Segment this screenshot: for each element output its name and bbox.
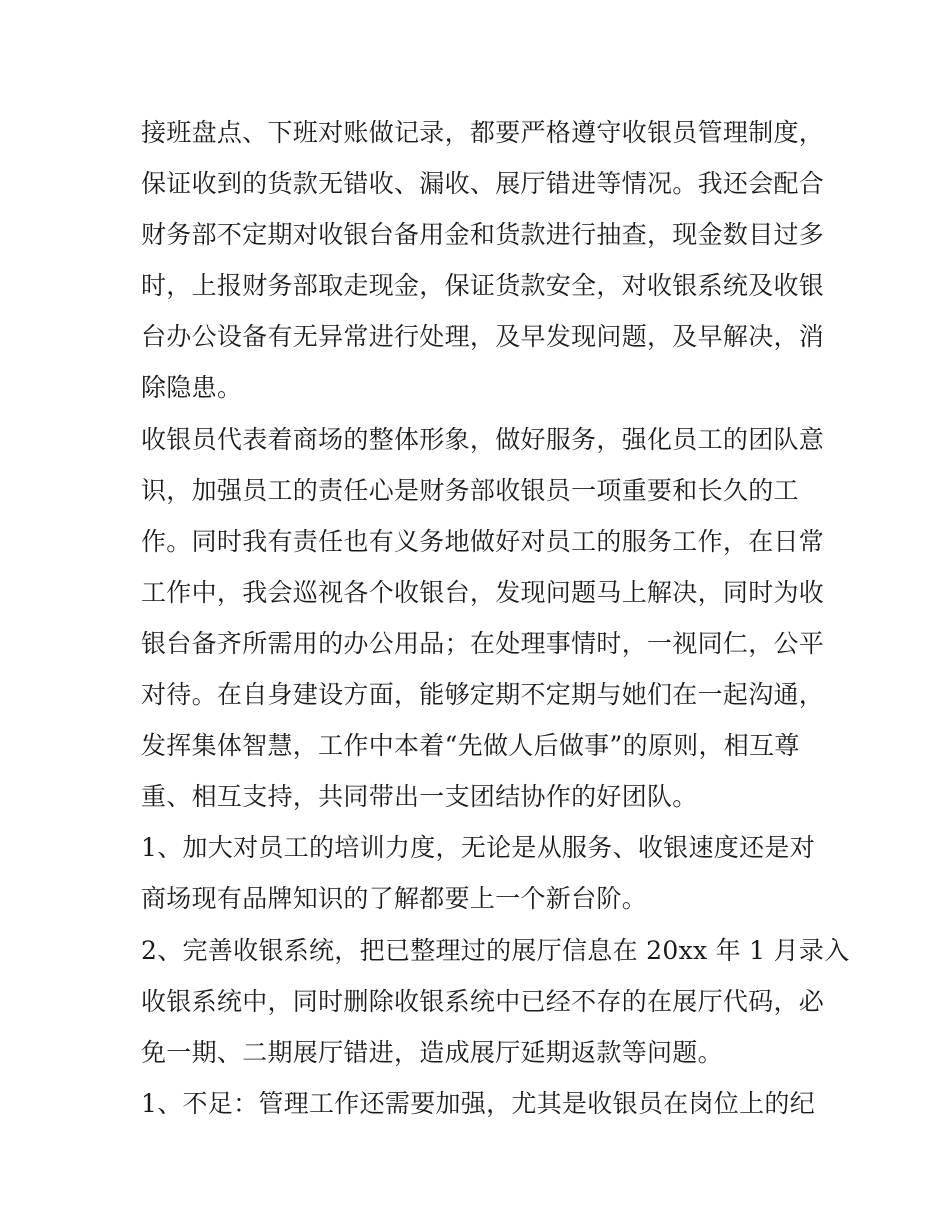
text-line: 免一期、二期展厅错进，造成展厅延期返款等问题。 bbox=[141, 1037, 723, 1067]
text-line: 商场现有品牌知识的了解都要上一个新台阶。 bbox=[141, 884, 648, 914]
text-line: 工作中，我会巡视各个收银台，发现问题马上解决，同时为收 bbox=[141, 577, 825, 607]
text-line: 识，加强员工的责任心是财务部收银员一项重要和长久的工 bbox=[141, 475, 799, 505]
body-text bbox=[141, 107, 850, 1129]
text-line: 对待。在自身建设方面，能够定期不定期与她们在一起沟通， bbox=[141, 680, 825, 710]
text-line: 台办公设备有无异常进行处理，及早发现问题，及早解决，消 bbox=[141, 322, 825, 352]
text-line: 2、完善收银系统，把已整理过的展厅信息在 20xx 年 1 月录入 bbox=[141, 935, 850, 965]
text-line: 重、相互支持，共同带出一支团结协作的好团队。 bbox=[141, 782, 698, 812]
text-line: 除隐患。 bbox=[141, 373, 243, 403]
text-line: 作。同时我有责任也有义务地做好对员工的服务工作，在日常 bbox=[141, 526, 825, 556]
text-line: 财务部不定期对收银台备用金和货款进行抽查，现金数目过多 bbox=[141, 220, 825, 250]
text-line: 1、不足：管理工作还需要加强，尤其是收银员在岗位上的纪 bbox=[141, 1088, 816, 1118]
text-line: 银台备齐所需用的办公用品；在处理事情时，一视同仁，公平 bbox=[141, 628, 825, 658]
text-line: 接班盘点、下班对账做记录，都要严格遵守收银员管理制度， bbox=[141, 118, 825, 147]
text-line: 发挥集体智慧，工作中本着“先做人后做事”的原则，相互尊 bbox=[141, 731, 800, 761]
text-line: 保证收到的货款无错收、漏收、展厅错进等情况。我还会配合 bbox=[141, 169, 825, 199]
text-line: 1、加大对员工的培训力度，无论是从服务、收银速度还是对 bbox=[141, 833, 816, 863]
text-line: 收银系统中，同时删除收银系统中已经不存的在展厅代码，必 bbox=[141, 986, 825, 1016]
text-line: 时，上报财务部取走现金，保证货款安全，对收银系统及收银 bbox=[141, 271, 825, 301]
text-line: 收银员代表着商场的整体形象，做好服务，强化员工的团队意 bbox=[141, 424, 825, 454]
